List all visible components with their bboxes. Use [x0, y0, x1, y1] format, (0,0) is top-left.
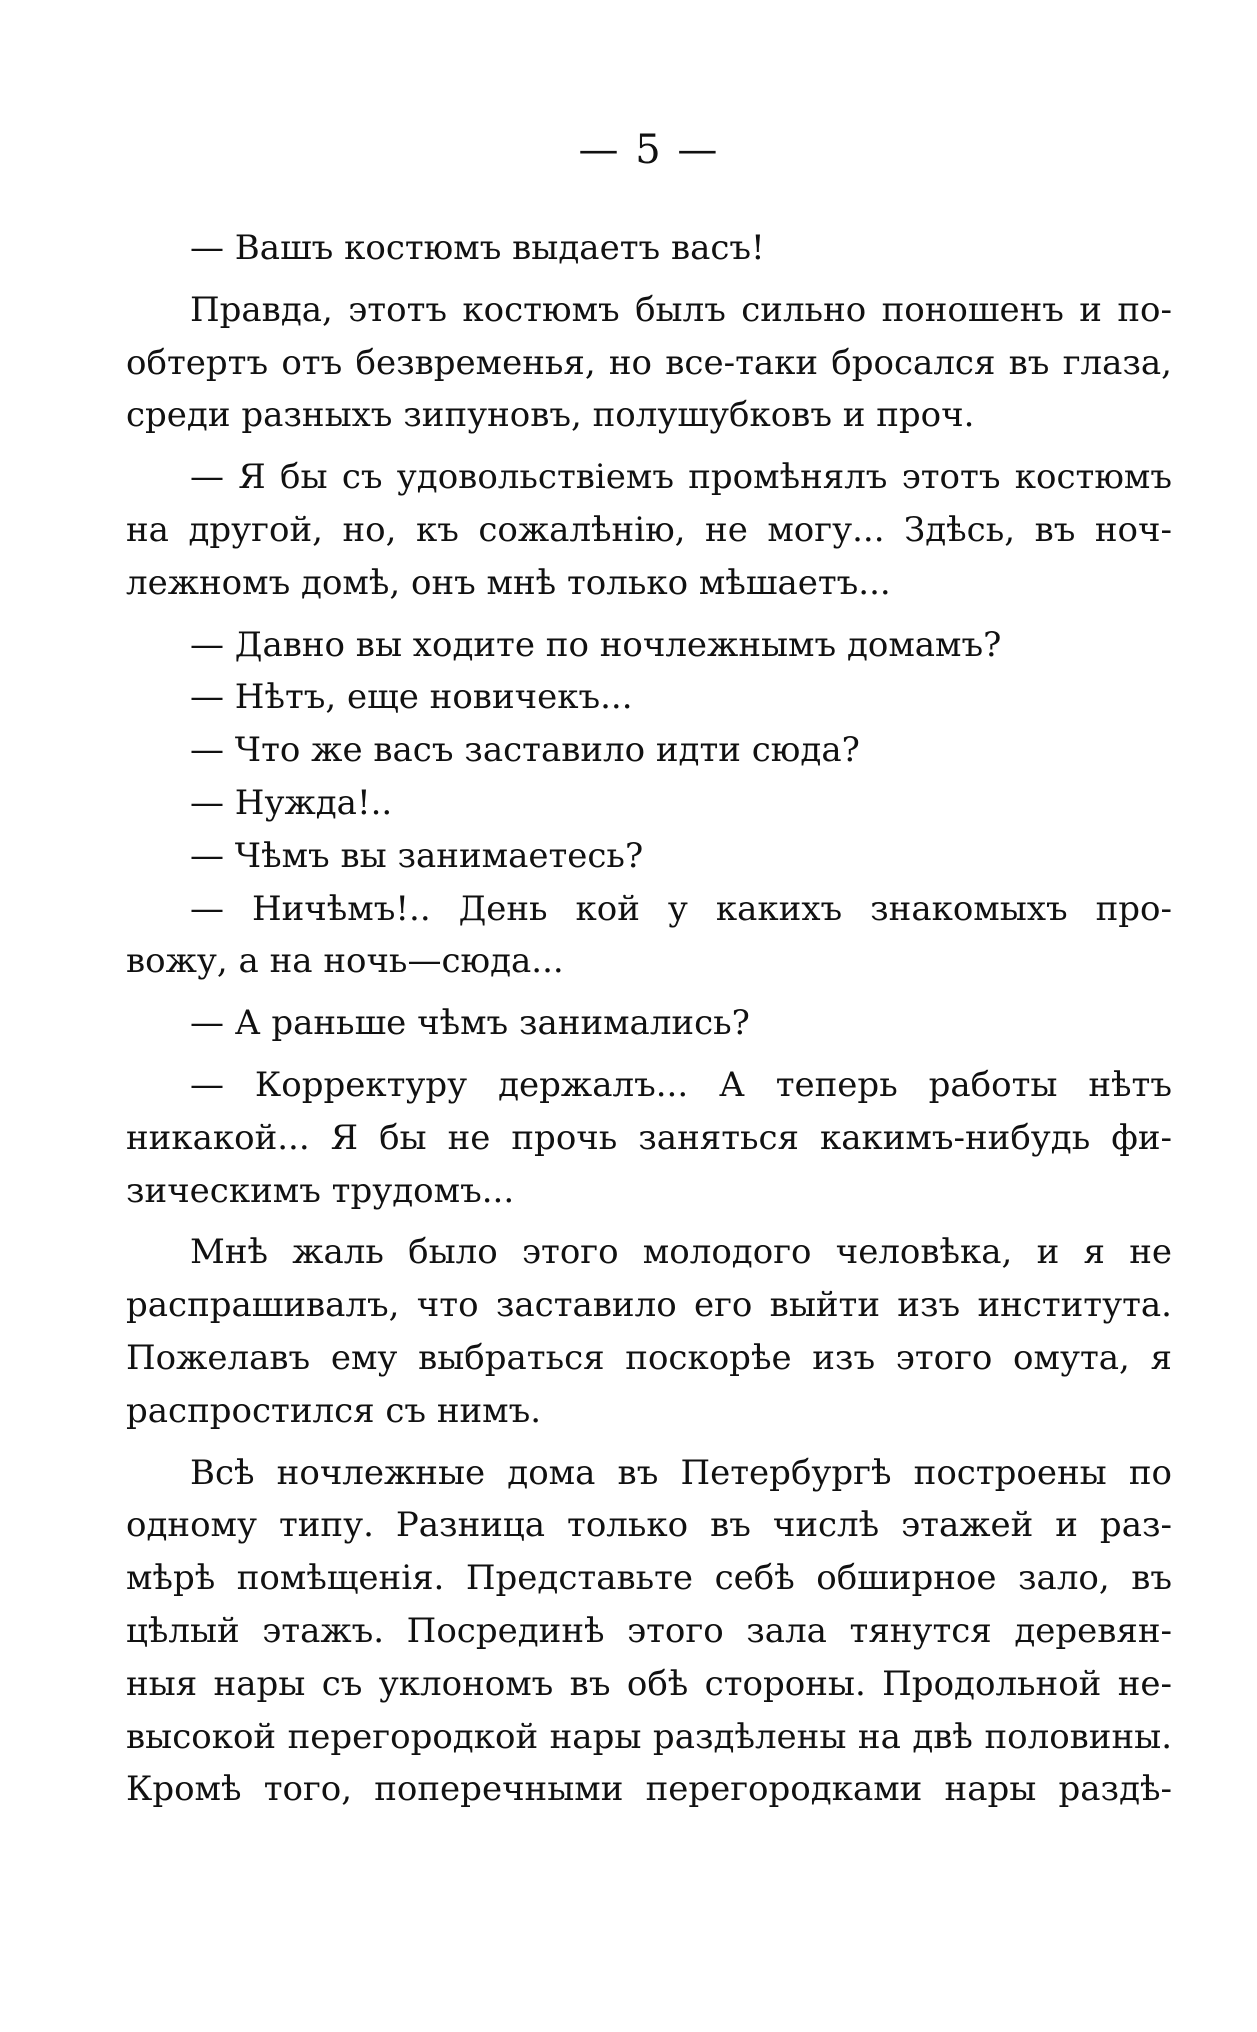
text-line: высокой перегородкой нары раздѣлены на двѣ половины. [126, 1716, 1172, 1757]
text-line: мѣрѣ помѣщенія. Представьте себѣ обширное зало, въ [126, 1558, 1172, 1599]
text-line: — Ничѣмъ!.. День кой у какихъ знакомыхъ про- [190, 888, 1172, 929]
text-line: вожу, а на ночь—сюда... [126, 941, 564, 982]
text-line: Пожелавъ ему выбраться поскорѣе изъ этого омута, я [126, 1337, 1172, 1378]
text-line: — Я бы съ удовольствіемъ промѣнялъ этотъ костюмъ [190, 457, 1172, 498]
text-line: лежномъ домѣ, онъ мнѣ только мѣшаетъ... [126, 562, 891, 603]
text-line: Мнѣ жаль было этого молодого человѣка, и я не [190, 1232, 1172, 1273]
text-line: одному типу. Разница только въ числѣ этажей и раз- [126, 1505, 1172, 1546]
text-line: — А раньше чѣмъ занимались? [190, 1003, 750, 1044]
text-line: — Вашъ костюмъ выдаетъ васъ! [190, 228, 765, 268]
text-line: распрашивалъ, что заставило его выйти изъ института. [126, 1285, 1172, 1326]
text-line: никакой... Я бы не прочь заняться какимъ-нибудь фи- [126, 1117, 1172, 1158]
text-line: — Нѣтъ, еще новичекъ... [190, 677, 633, 718]
text-line: среди разныхъ зипуновъ, полушубковъ и проч. [126, 395, 975, 436]
text-line: — Нужда!.. [190, 782, 393, 823]
text-line: Кромѣ того, поперечными перегородками нары раздѣ- [126, 1769, 1172, 1810]
text-line: — Давно вы ходите по ночлежнымъ домамъ? [190, 624, 1002, 665]
text-line: — Чѣмъ вы занимаетесь? [190, 835, 644, 876]
text-line: на другой, но, къ сожалѣнію, не могу... Здѣсь, въ ноч- [126, 509, 1172, 550]
text-line: Правда, этотъ костюмъ былъ сильно поношенъ и по- [190, 289, 1172, 330]
text-line: Всѣ ночлежные дома въ Петербургѣ построены по [190, 1452, 1172, 1493]
text-line: распростился съ нимъ. [126, 1390, 542, 1431]
text-line: цѣлый этажъ. Посрединѣ этого зала тянутся деревян- [126, 1610, 1172, 1651]
text-line: обтертъ отъ безвременья, но все-таки бросался въ глаза, [126, 342, 1172, 383]
page-number: — 5 — [578, 127, 720, 173]
text-line: ныя нары съ уклономъ въ обѣ стороны. Продольной не- [126, 1663, 1172, 1704]
text-line: — Что же васъ заставило идти сюда? [190, 730, 860, 771]
book-page [126, 118, 1172, 1816]
text-line: зическимъ трудомъ... [126, 1170, 515, 1211]
text-line: — Корректуру держалъ... А теперь работы нѣтъ [190, 1064, 1172, 1105]
